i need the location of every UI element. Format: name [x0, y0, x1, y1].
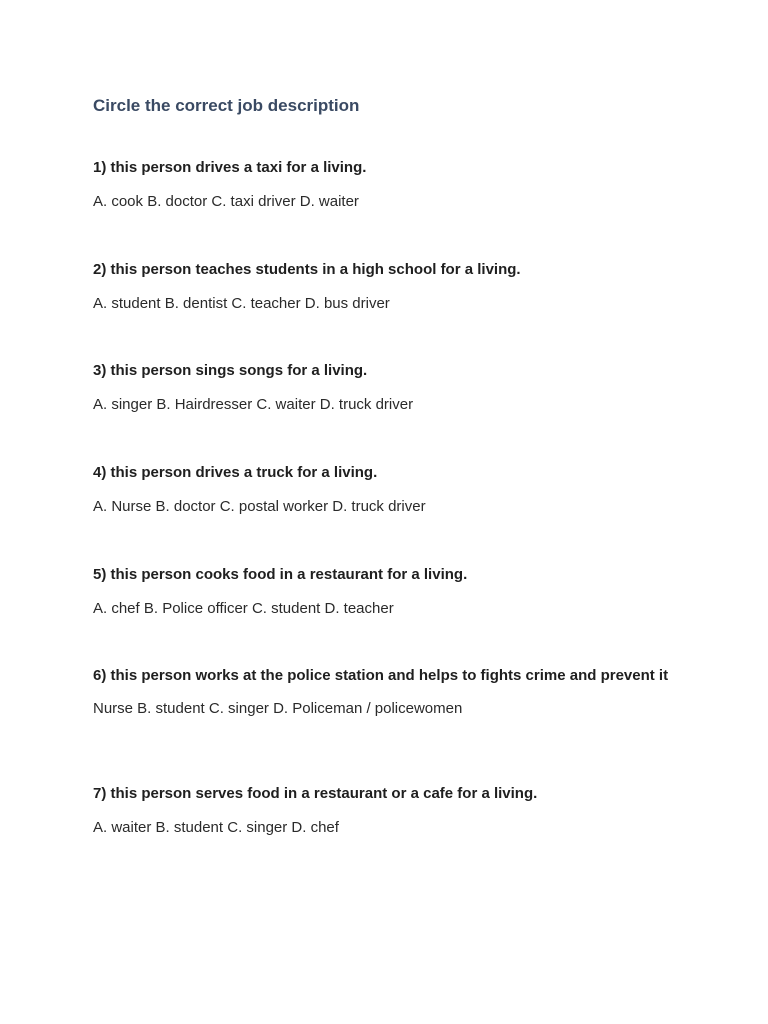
question-1-options: A. cook B. doctor C. taxi driver D. waiter: [93, 193, 359, 210]
question-4-prompt: 4) this person drives a truck for a living.: [93, 464, 378, 481]
question-5: [93, 566, 683, 618]
question-7-prompt: 7) this person serves food in a restaurant or a cafe for a living.: [93, 785, 538, 802]
question-4-options: A. Nurse B. doctor C. postal worker D. truck driver: [93, 498, 426, 515]
page-title: Circle the correct job description: [93, 96, 360, 115]
question-5-options: A. chef B. Police officer C. student D. teacher: [93, 600, 394, 617]
question-3-prompt: 3) this person sings songs for a living.: [93, 362, 368, 379]
question-6: [93, 667, 683, 718]
question-4: [93, 464, 683, 516]
question-6-options: Nurse B. student C. singer D. Policeman / policewomen: [93, 700, 463, 717]
question-7-options: A. waiter B. student C. singer D. chef: [93, 819, 339, 836]
question-1: [93, 159, 683, 211]
question-2-prompt: 2) this person teaches students in a high school for a living.: [93, 261, 521, 278]
question-6-prompt: 6) this person works at the police station and helps to fights crime and prevent it: [93, 667, 669, 684]
question-3: [93, 362, 683, 414]
question-3-options: A. singer B. Hairdresser C. waiter D. truck driver: [93, 396, 414, 413]
worksheet-page: [93, 95, 683, 836]
question-5-prompt: 5) this person cooks food in a restaurant for a living.: [93, 566, 468, 583]
question-2-options: A. student B. dentist C. teacher D. bus driver: [93, 295, 390, 312]
question-7: [93, 785, 683, 837]
question-2: [93, 261, 683, 313]
question-1-prompt: 1) this person drives a taxi for a living.: [93, 159, 367, 176]
